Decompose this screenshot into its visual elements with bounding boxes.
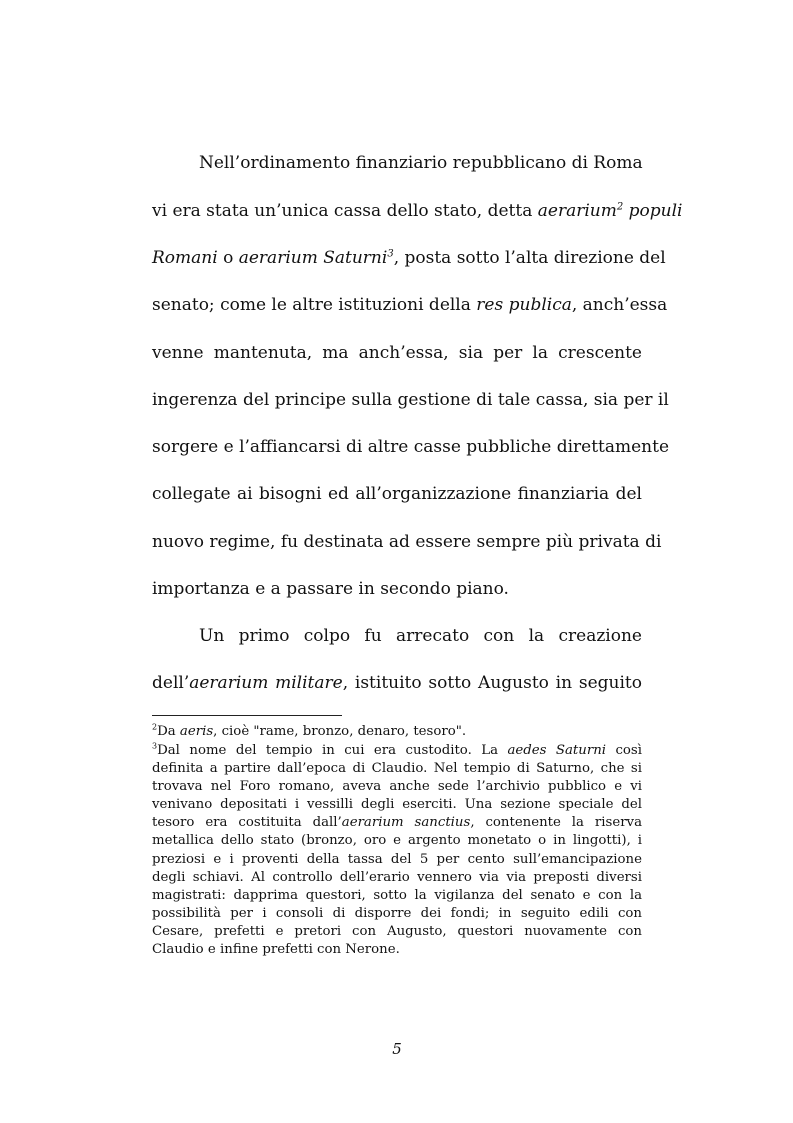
body-line-8: collegate ai bisogni ed all’organizzazione finanziaria del bbox=[152, 484, 642, 504]
footnote-3-line-12: Claudio e infine prefetti con Nerone. bbox=[152, 942, 400, 957]
footnote-3-line-4: venivano depositati i vessilli degli eserciti. Una sezione speciale del bbox=[152, 797, 642, 812]
footnote-3-line-2: definita a partire dall’epoca di Claudio. Nel tempio di Saturno, che si bbox=[152, 761, 642, 776]
body-line-5: venne mantenuta, ma anch’essa, sia per la crescente bbox=[152, 343, 642, 363]
footnote-3-line-9: magistrati: dapprima questori, sotto la vigilanza del senato e con la bbox=[152, 888, 642, 903]
footnote-3-line-10: possibilità per i consoli di disporre dei fondi; in seguito edili con bbox=[152, 906, 642, 921]
page-number: 5 bbox=[392, 1040, 402, 1058]
body-line-12: dell’aerarium militare, istituito sotto Augusto in seguito bbox=[152, 673, 642, 693]
body-line-4: senato; come le altre istituzioni della res publica, anch’essa bbox=[152, 295, 668, 315]
footnote-2: $^2$Da aeris, cioè "rame, bronzo, denaro, tesoro". bbox=[152, 722, 467, 739]
footnote-3-line-11: Cesare, prefetti e pretori con Augusto, questori nuovamente con bbox=[152, 924, 642, 939]
body-line-1: Nell’ordinamento finanziario repubblicano di Roma bbox=[199, 153, 643, 173]
footnote-3-line-8: degli schiavi. Al controllo dell’erario vennero via via preposti diversi bbox=[152, 870, 642, 885]
body-line-9: nuovo regime, fu destinata ad essere sempre più privata di bbox=[152, 532, 662, 552]
footnote-ref-2: 2 bbox=[616, 201, 624, 213]
body-line-7: sorgere e l’affiancarsi di altre casse pubbliche direttamente bbox=[152, 437, 670, 457]
body-line-6: ingerenza del principe sulla gestione di tale cassa, sia per il bbox=[152, 390, 669, 410]
document-page bbox=[152, 0, 683, 1123]
footnote-3-line-1: $^3$Dal nome del tempio in cui era custodito. La aedes Saturni così bbox=[152, 741, 642, 758]
body-line-10: importanza e a passare in secondo piano. bbox=[152, 579, 509, 599]
footnote-3-line-3: trovava nel Foro romano, aveva anche sede l’archivio pubblico e vi bbox=[152, 779, 642, 794]
body-line-3: Romani o aerarium Saturni$^3$, posta sotto l’alta direzione del bbox=[152, 248, 666, 268]
footnote-3-line-7: preziosi e i proventi della tassa del 5 per cento sull’emancipazione bbox=[152, 852, 642, 867]
footnote-3-line-6: metallica dello stato (bronzo, oro e argento monetato o in lingotti), i bbox=[152, 833, 642, 848]
body-line-2: vi era stata un’unica cassa dello stato, detta aerarium$^2$ populi bbox=[152, 201, 683, 221]
footnote-separator bbox=[152, 715, 342, 716]
footnote-ref-3: 3 bbox=[387, 248, 394, 260]
body-line-11: Un primo colpo fu arrecato con la creazione bbox=[199, 626, 642, 646]
footnote-3-line-5: tesoro era costituita dall’aerarium sanctius, contenente la riserva bbox=[152, 815, 642, 830]
